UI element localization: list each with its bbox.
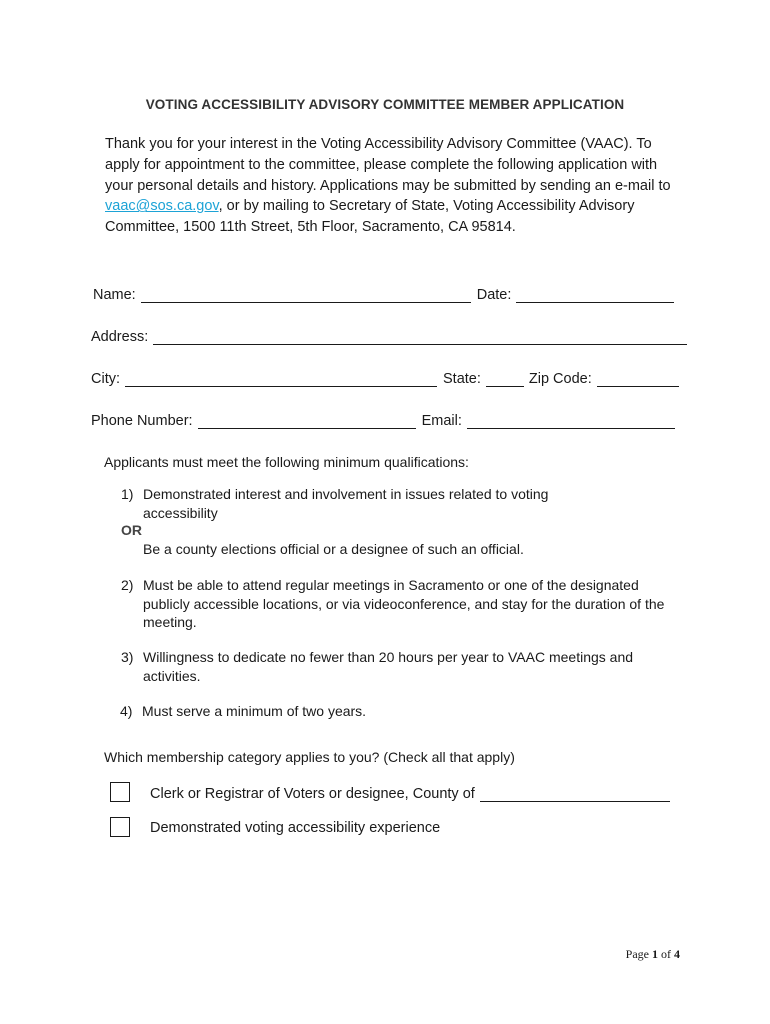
clerk-registrar-checkbox[interactable] xyxy=(110,782,130,802)
name-field[interactable] xyxy=(141,287,471,303)
qualification-item-4 xyxy=(120,702,690,721)
current-page: 1 xyxy=(652,947,658,961)
qualification-number: 3) xyxy=(121,649,134,665)
phone-label: Phone Number: xyxy=(91,413,193,429)
state-label: State: xyxy=(443,371,481,387)
qualification-text: Demonstrated interest and involvement in issues related to voting accessibility xyxy=(143,486,549,521)
qualification-number: 1) xyxy=(121,486,134,502)
membership-question: Which membership category applies to you? (Check all that apply) xyxy=(104,749,515,765)
city-state-zip-row xyxy=(91,371,679,387)
phone-field[interactable] xyxy=(198,413,416,429)
state-field[interactable] xyxy=(486,371,524,387)
page-number xyxy=(626,947,680,962)
city-label: City: xyxy=(91,371,120,387)
qualification-text: Must serve a minimum of two years. xyxy=(142,703,367,719)
clerk-registrar-option xyxy=(150,786,670,802)
qualification-text: Willingness to dedicate no fewer than 20 hours per year to VAAC meetings and activities. xyxy=(143,649,634,684)
clerk-registrar-label: Clerk or Registrar of Voters or designee, County of xyxy=(150,786,475,802)
qualifications-heading: Applicants must meet the following minimum qualifications: xyxy=(104,454,469,470)
email-label: Email: xyxy=(421,413,462,429)
accessibility-experience-label: Demonstrated voting accessibility experience xyxy=(150,820,441,836)
qualification-number: 4) xyxy=(120,703,133,719)
or-label: OR xyxy=(121,522,142,538)
qualification-item-3 xyxy=(121,648,691,685)
zip-field[interactable] xyxy=(597,371,679,387)
date-field[interactable] xyxy=(516,287,674,303)
intro-paragraph xyxy=(105,134,685,238)
date-label: Date: xyxy=(476,287,512,303)
address-field[interactable] xyxy=(153,329,687,345)
phone-email-row xyxy=(91,413,675,429)
alternate-qualification: Be a county elections official or a designee of such an official. xyxy=(143,541,524,557)
qualification-item-1 xyxy=(121,485,681,522)
address-row xyxy=(91,329,687,345)
county-field[interactable] xyxy=(480,786,670,802)
qualification-number: 2) xyxy=(121,577,134,593)
intro-text-end: , or by mailing to Secretary of State, Voting Accessibility Advisory Committee, 1500 11th Street, 5th Floor, Sacramento, CA 95814. xyxy=(105,198,635,236)
address-label: Address: xyxy=(91,329,149,345)
page-word: Page xyxy=(625,947,649,961)
qualification-text: Must be able to attend regular meetings in Sacramento or one of the designated publicly accessible locations, or via videoconference, and stay for the duration of the meeting. xyxy=(143,577,665,630)
zip-label: Zip Code: xyxy=(528,371,592,387)
total-pages: 4 xyxy=(674,947,680,961)
name-date-row xyxy=(93,287,674,303)
accessibility-experience-checkbox[interactable] xyxy=(110,817,130,837)
city-field[interactable] xyxy=(125,371,437,387)
name-label: Name: xyxy=(93,287,136,303)
intro-text: Thank you for your interest in the Voting Accessibility Advisory Committee (VAAC). To apply for appointment to the committee, please complete the following application with your personal details and history. Applications may be submitted by sending an e-mail to xyxy=(105,136,671,194)
of-word: of xyxy=(661,947,671,961)
qualification-item-2 xyxy=(121,576,691,632)
page-title: VOTING ACCESSIBILITY ADVISORY COMMITTEE MEMBER APPLICATION xyxy=(145,97,625,112)
email-link[interactable]: vaac@sos.ca.gov xyxy=(105,198,219,215)
email-field[interactable] xyxy=(467,413,675,429)
